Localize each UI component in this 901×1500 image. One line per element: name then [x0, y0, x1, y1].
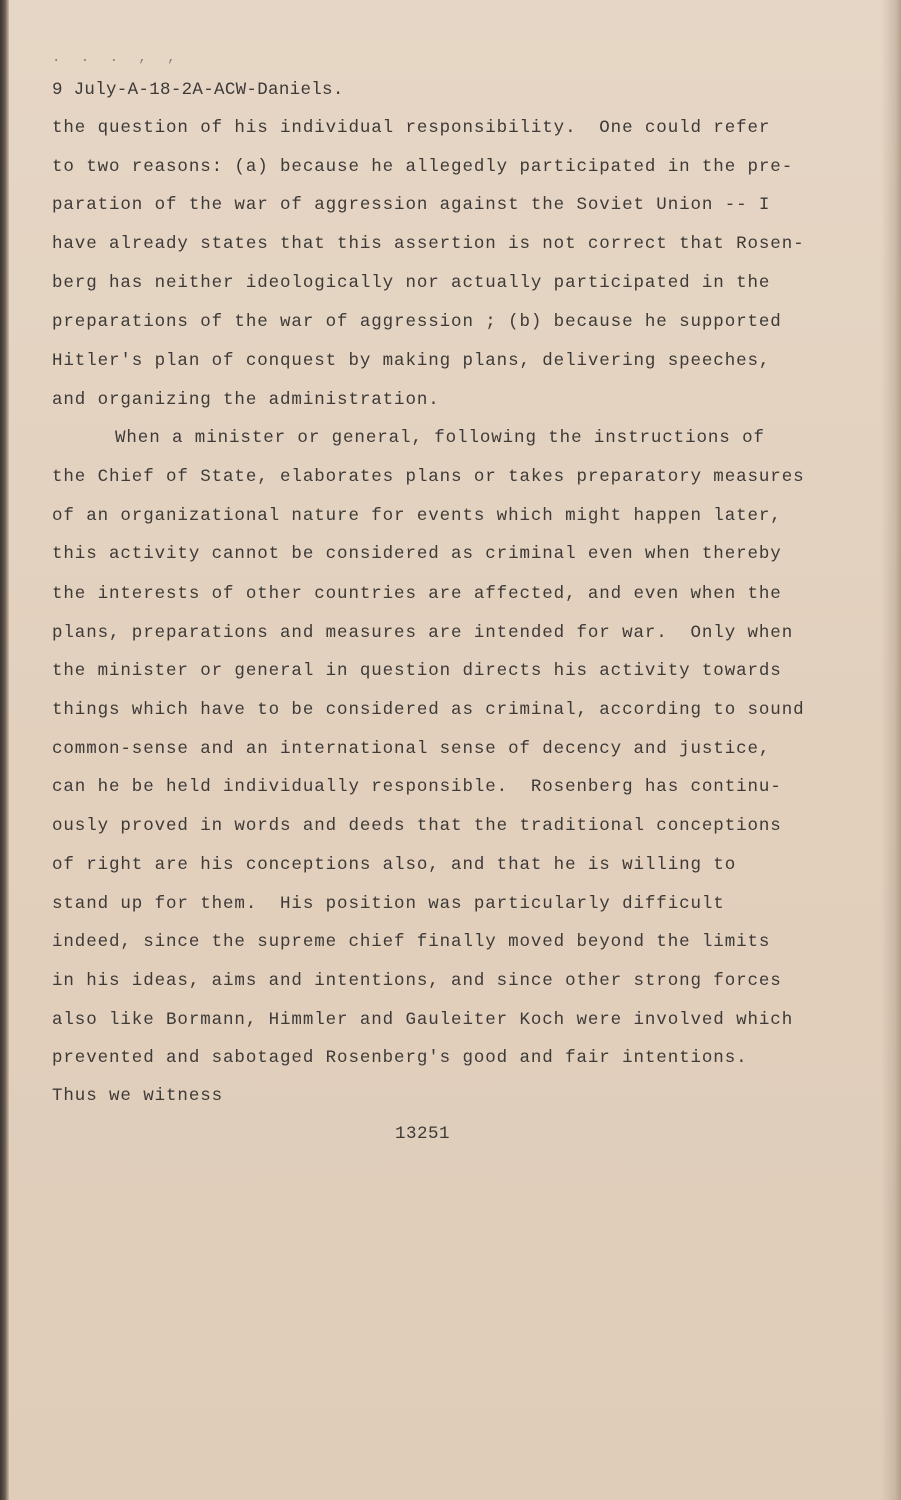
text-line: the question of his individual responsibility. One could refer: [52, 118, 771, 138]
text-line: can he be held individually responsible. Rosenberg has continu-: [52, 777, 782, 797]
text-line: ously proved in words and deeds that the traditional conceptions: [52, 816, 782, 836]
text-line: stand up for them. His position was particularly difficult: [52, 894, 725, 914]
page-right-edge-shadow: [881, 0, 901, 1500]
page-left-edge-shadow: [0, 0, 9, 1500]
text-line: common-sense and an international sense of decency and justice,: [52, 739, 771, 759]
text-line: the interests of other countries are affected, and even when the: [52, 584, 782, 604]
text-line: Thus we witness: [52, 1086, 224, 1106]
top-faint-marks: . . . , ,: [52, 50, 182, 66]
text-line: berg has neither ideologically nor actually participated in the: [52, 273, 771, 293]
text-line: Hitler's plan of conquest by making plans, delivering speeches,: [52, 351, 771, 371]
text-line: the Chief of State, elaborates plans or takes preparatory measures: [52, 467, 805, 487]
text-line: and organizing the administration.: [52, 390, 440, 410]
page-header: 9 July-A-18-2A-ACW-Daniels.: [52, 80, 344, 100]
text-line: also like Bormann, Himmler and Gauleiter Koch were involved which: [52, 1010, 794, 1030]
text-line: to two reasons: (a) because he allegedly participated in the pre-: [52, 157, 794, 177]
text-line: prevented and sabotaged Rosenberg's good and fair intentions.: [52, 1048, 748, 1068]
text-line: of an organizational nature for events which might happen later,: [52, 506, 782, 526]
text-line: have already states that this assertion is not correct that Rosen-: [52, 234, 805, 254]
text-line: paration of the war of aggression against the Soviet Union -- I: [52, 195, 771, 215]
text-line: this activity cannot be considered as criminal even when thereby: [52, 544, 782, 564]
text-line: indeed, since the supreme chief finally moved beyond the limits: [52, 932, 771, 952]
text-line: in his ideas, aims and intentions, and since other strong forces: [52, 971, 782, 991]
text-line: of right are his conceptions also, and that he is willing to: [52, 855, 737, 875]
text-line: the minister or general in question directs his activity towards: [52, 661, 782, 681]
text-line: plans, preparations and measures are intended for war. Only when: [52, 623, 794, 643]
text-line: things which have to be considered as criminal, according to sound: [52, 700, 805, 720]
page-number: 13251: [395, 1124, 451, 1144]
text-line: When a minister or general, following the instructions of: [115, 428, 765, 448]
text-line: preparations of the war of aggression ; (b) because he supported: [52, 312, 782, 332]
